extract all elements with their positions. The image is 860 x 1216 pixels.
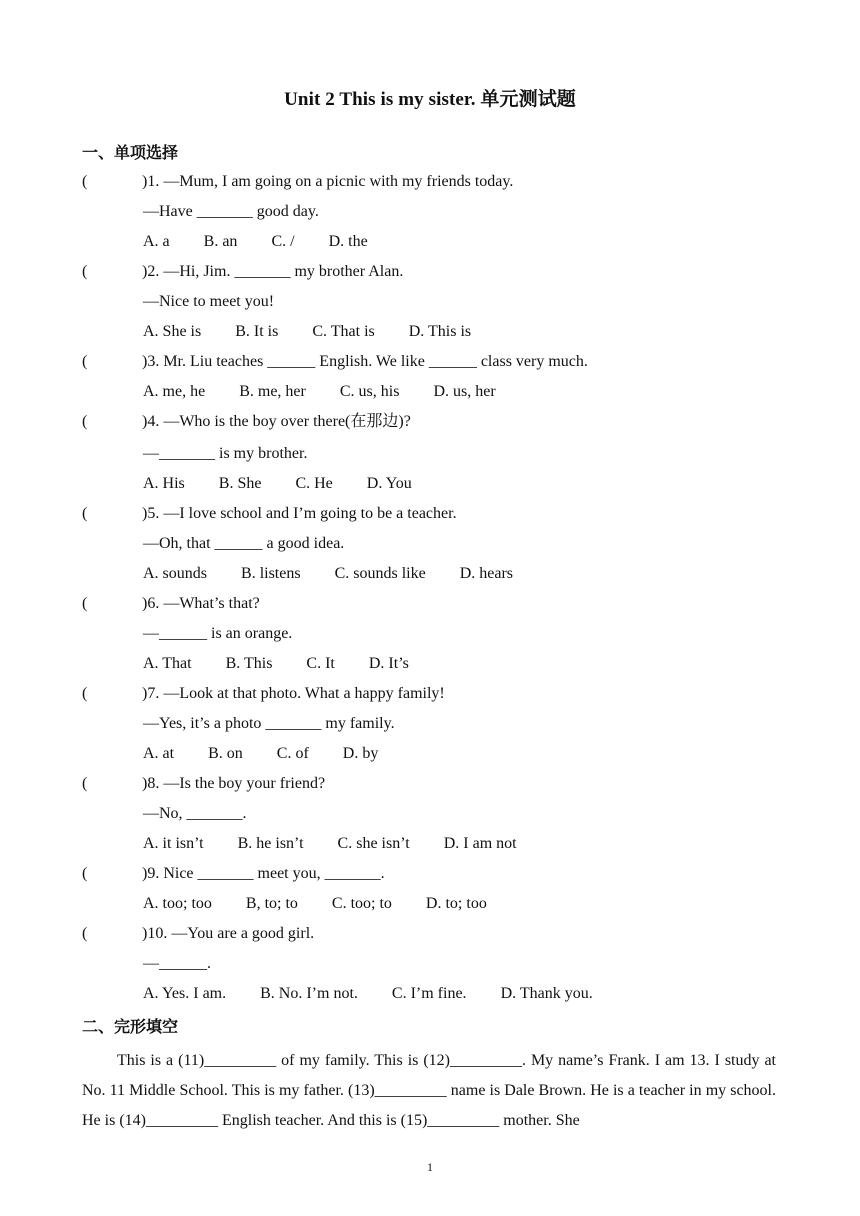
answer-bracket[interactable]: ( [82, 173, 88, 190]
answer-option[interactable]: A. She is [143, 323, 202, 340]
question-text: )6. —What’s that? [142, 595, 260, 612]
question-stem [82, 774, 782, 804]
question-stem [82, 352, 782, 382]
question-stem [82, 412, 782, 444]
question-dialogue-line: —Oh, that ______ a good idea. [143, 535, 345, 552]
answer-option[interactable]: D. us, her [433, 383, 496, 400]
answer-options [82, 382, 782, 412]
answer-bracket[interactable]: ( [82, 685, 88, 702]
answer-option[interactable]: B. me, her [239, 383, 306, 400]
question-text: )7. —Look at that photo. What a happy family! [142, 685, 445, 702]
answer-option[interactable]: D. It’s [368, 655, 409, 672]
answer-bracket[interactable]: ( [82, 925, 88, 942]
question-text: )3. Mr. Liu teaches ______ English. We like ______ class very much. [142, 353, 588, 370]
question-dialogue-line: —_______ is my brother. [143, 445, 308, 462]
answer-options [82, 322, 782, 352]
answer-bracket[interactable]: ( [82, 865, 88, 882]
answer-option[interactable]: B. No. I’m not. [260, 985, 358, 1002]
answer-option[interactable]: D. You [366, 475, 412, 492]
answer-option[interactable]: D. I am not [443, 835, 517, 852]
answer-option[interactable]: B. It is [235, 323, 279, 340]
answer-option[interactable]: B. he isn’t [237, 835, 304, 852]
answer-option[interactable]: A. a [143, 233, 170, 250]
answer-option[interactable]: B. She [218, 475, 262, 492]
answer-option[interactable]: D. the [328, 233, 368, 250]
question-dialogue-line: —Yes, it’s a photo _______ my family. [143, 715, 395, 732]
cloze-passage [82, 1046, 776, 1136]
answer-option[interactable]: A. it isn’t [143, 835, 204, 852]
answer-option[interactable]: B. an [203, 233, 238, 250]
question-text: )8. —Is the boy your friend? [142, 775, 326, 792]
answer-option[interactable]: B. This [225, 655, 273, 672]
answer-bracket[interactable]: ( [82, 413, 88, 430]
answer-option[interactable]: A. His [143, 475, 185, 492]
answer-option[interactable]: C. That is [312, 323, 375, 340]
question-dialogue-line: —Have _______ good day. [143, 203, 319, 220]
answer-bracket[interactable]: ( [82, 353, 88, 370]
answer-options [82, 564, 782, 594]
question-text: )2. —Hi, Jim. _______ my brother Alan. [142, 263, 404, 280]
answer-option[interactable]: A. sounds [143, 565, 208, 582]
cloze-paragraph: This is a (11)_________ of my family. This is (12)_________. My name’s Frank. I am 13. I study at No. 11 Middle School. This is my father. (13)_________ name is Dale Brown. He is a teacher in my school. He is (14)_________ English teacher. And this is (15)_________ mother. She [82, 1052, 776, 1129]
answer-option[interactable]: D. hears [459, 565, 514, 582]
question-text: )4. —Who is the boy over there(在那边)? [142, 413, 411, 430]
question-stem [82, 172, 782, 202]
section-heading-cloze: 二、完形填空 [82, 1017, 179, 1036]
answer-option[interactable]: C. sounds like [334, 565, 426, 582]
answer-option[interactable]: A. too; too [143, 895, 212, 912]
question-dialogue-line: —______ is an orange. [143, 625, 293, 642]
question-stem [82, 924, 782, 954]
page-number: 1 [427, 1160, 433, 1174]
answer-options [82, 232, 782, 262]
answer-options [82, 474, 782, 504]
answer-option[interactable]: C. / [271, 233, 295, 250]
question-text: )10. —You are a good girl. [142, 925, 315, 942]
question-stem [82, 262, 782, 292]
answer-bracket[interactable]: ( [82, 505, 88, 522]
answer-option[interactable]: A. me, he [143, 383, 206, 400]
answer-option[interactable]: A. at [143, 745, 175, 762]
answer-option[interactable]: C. He [295, 475, 333, 492]
question-stem [82, 684, 782, 714]
question-text: )5. —I love school and I’m going to be a teacher. [142, 505, 457, 522]
answer-option[interactable]: C. It [306, 655, 335, 672]
answer-options [82, 894, 782, 924]
answer-options [82, 744, 782, 774]
answer-option[interactable]: D. This is [408, 323, 472, 340]
answer-bracket[interactable]: ( [82, 263, 88, 280]
answer-option[interactable]: C. I’m fine. [391, 985, 467, 1002]
answer-option[interactable]: D. to; too [425, 895, 487, 912]
answer-bracket[interactable]: ( [82, 775, 88, 792]
question-dialogue-line: —Nice to meet you! [143, 293, 275, 310]
answer-options [82, 834, 782, 864]
question-dialogue-line: —______. [143, 955, 211, 972]
answer-option[interactable]: C. she isn’t [337, 835, 410, 852]
answer-bracket[interactable]: ( [82, 595, 88, 612]
answer-option[interactable]: A. That [143, 655, 192, 672]
question-text: )1. —Mum, I am going on a picnic with my friends today. [142, 173, 514, 190]
question-text: )9. Nice _______ meet you, _______. [142, 865, 385, 882]
answer-options [82, 654, 782, 684]
section-heading-multiple-choice: 一、单项选择 [82, 143, 179, 162]
answer-option[interactable]: C. us, his [339, 383, 400, 400]
answer-option[interactable]: D. by [342, 745, 379, 762]
question-dialogue-line: —No, _______. [143, 805, 247, 822]
question-stem [82, 504, 782, 534]
answer-option[interactable]: A. Yes. I am. [143, 985, 227, 1002]
question-stem [82, 864, 782, 894]
answer-option[interactable]: B. on [208, 745, 243, 762]
answer-option[interactable]: B, to; to [245, 895, 298, 912]
page-title: Unit 2 This is my sister. 单元测试题 [284, 89, 576, 110]
answer-option[interactable]: B. listens [241, 565, 301, 582]
answer-option[interactable]: C. too; to [331, 895, 392, 912]
question-stem [82, 594, 782, 624]
answer-options [82, 984, 782, 1014]
answer-option[interactable]: D. Thank you. [500, 985, 593, 1002]
answer-option[interactable]: C. of [276, 745, 309, 762]
question-list [82, 172, 782, 1014]
